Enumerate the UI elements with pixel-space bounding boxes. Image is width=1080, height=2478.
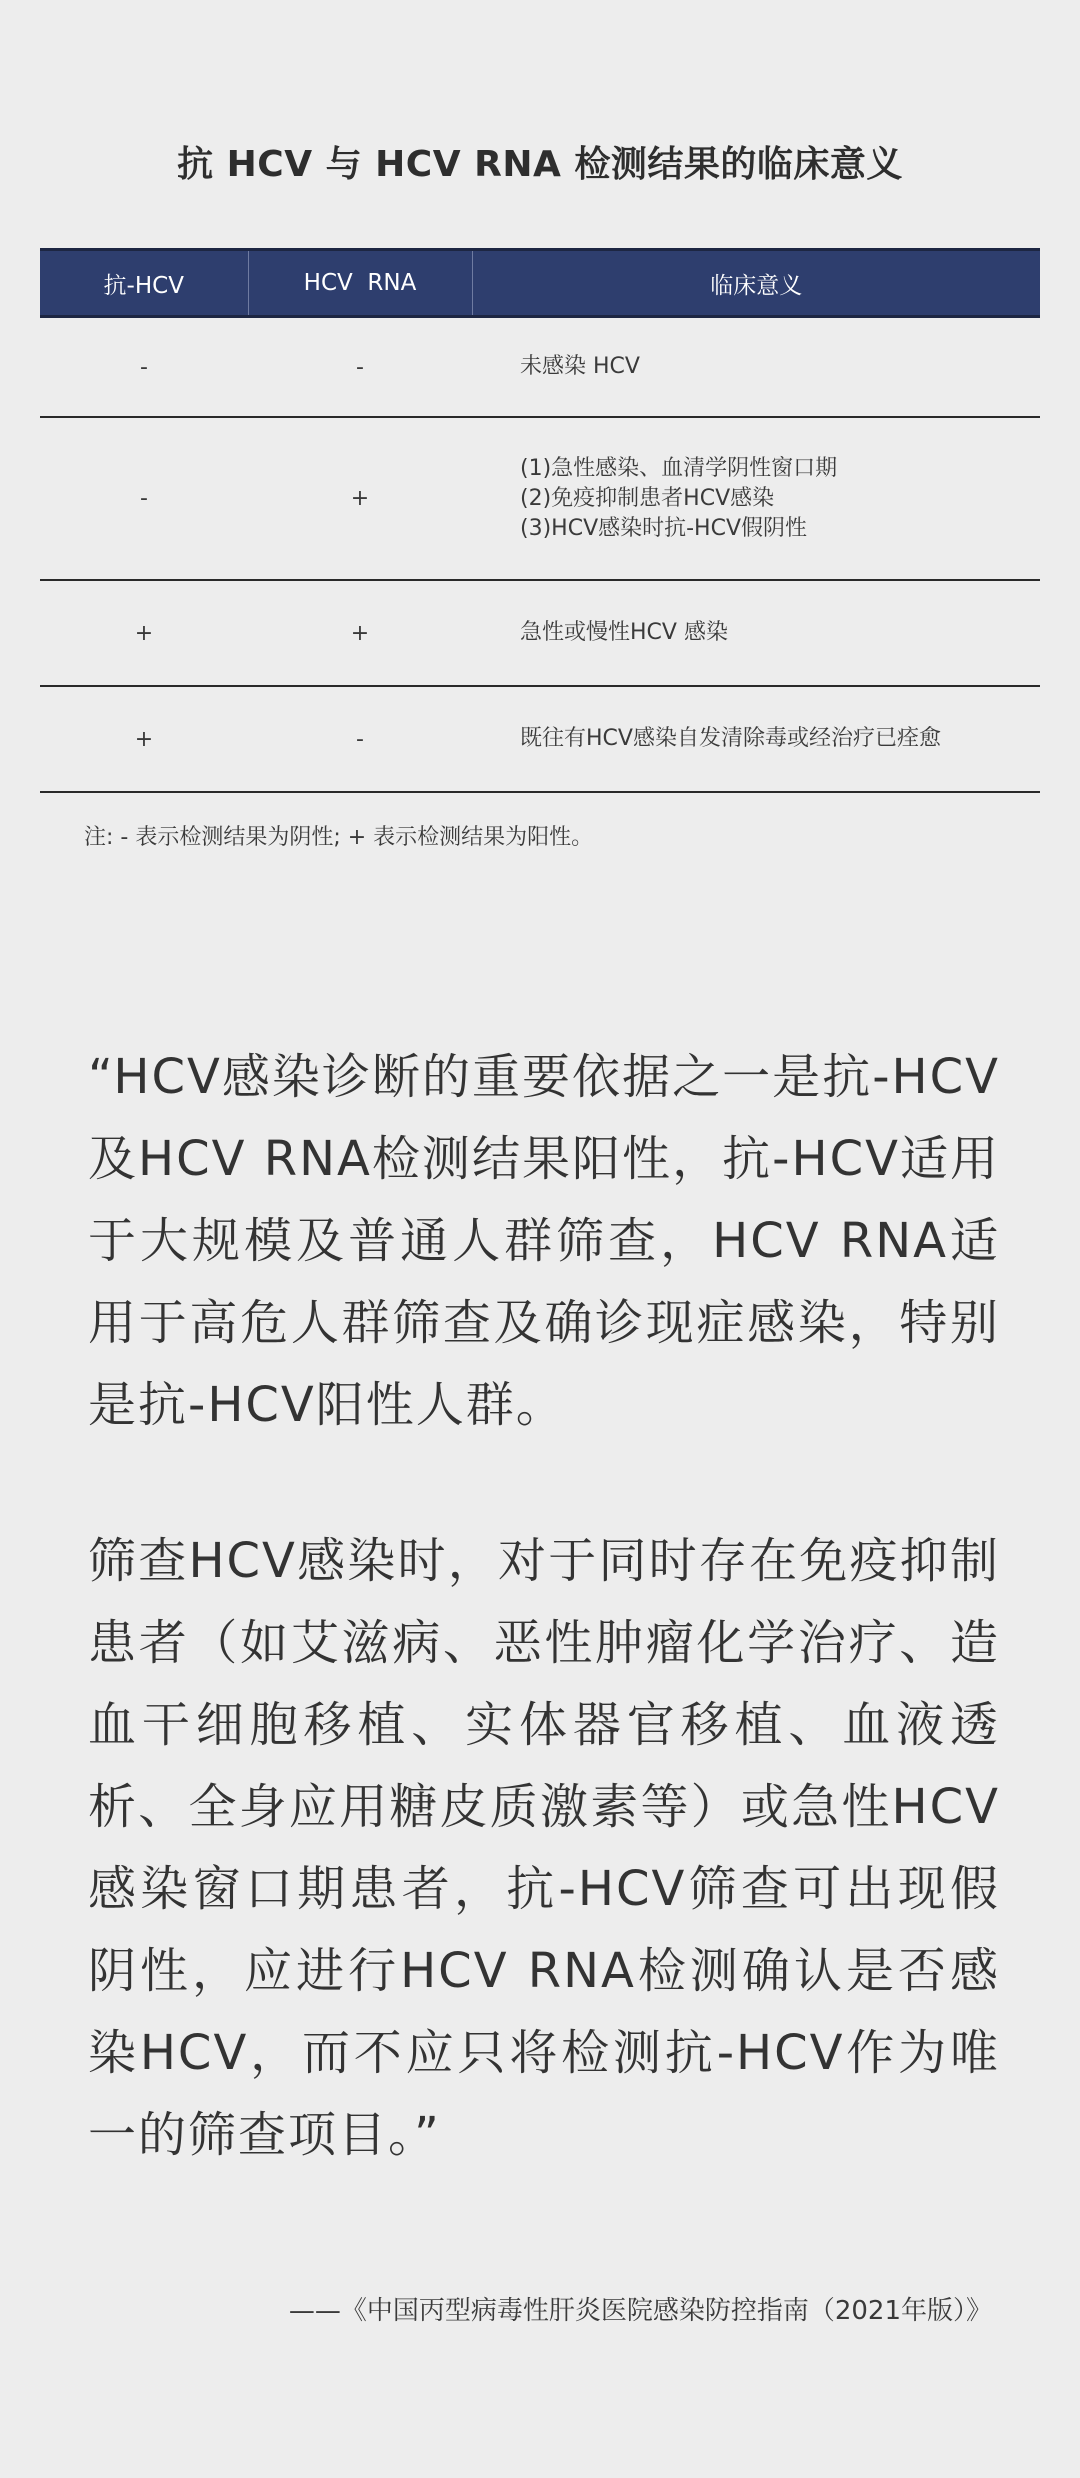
meaning-line: 既往有HCV感染自发清除毒或经治疗已痊愈 (520, 726, 941, 751)
cell-hcv-rna: - (248, 317, 472, 418)
header-anti-hcv: 抗-HCV (40, 250, 248, 317)
cell-clinical-meaning (472, 417, 1040, 580)
cell-hcv-rna: + (248, 417, 472, 580)
cell-anti-hcv: - (40, 317, 248, 418)
cell-clinical-meaning (472, 686, 1040, 792)
meaning-line: 未感染 HCV (520, 354, 640, 379)
meaning-line: (2)免疫抑制患者HCV感染 (520, 485, 775, 511)
table-row (40, 417, 1040, 580)
quote-paragraph-1: “HCV感染诊断的重要依据之一是抗-HCV及HCV RNA检测结果阳性，抗-HCV适用于大规模及普通人群筛查，HCV RNA适用于高危人群筛查及确诊现症感染，特别是抗-HCV阳性人群。 (88, 1049, 1000, 1433)
table-row (40, 686, 1040, 792)
cell-anti-hcv: + (40, 686, 248, 792)
cell-clinical-meaning (472, 317, 1040, 418)
meaning-line: (1)急性感染、血清学阴性窗口期 (520, 455, 838, 481)
meaning-line: 急性或慢性HCV 感染 (520, 620, 728, 645)
cell-hcv-rna: - (248, 686, 472, 792)
table-row (40, 580, 1040, 686)
cell-hcv-rna: + (248, 580, 472, 686)
header-clinical-meaning: 临床意义 (472, 250, 1040, 317)
clinical-significance-table (40, 248, 1040, 793)
table-note: 注: - 表示检测结果为阴性; + 表示检测结果为阳性。 (84, 825, 594, 850)
quote-source: ——《中国丙型病毒性肝炎医院感染防控指南（2021年版）》 (288, 2296, 992, 2326)
cell-clinical-meaning (472, 580, 1040, 686)
header-hcv-rna: HCV RNA (248, 250, 472, 317)
cell-anti-hcv: - (40, 417, 248, 580)
table-row (40, 317, 1040, 418)
quote-paragraph-2: 筛查HCV感染时，对于同时存在免疫抑制患者（如艾滋病、恶性肿瘤化学治疗、造血干细胞移植、实体器官移植、血液透析、全身应用糖皮质激素等）或急性HCV感染窗口期患者，抗-HCV筛查可出现假阴性，应进行HCV RNA检测确认是否感染HCV，而不应只将检测抗-HCV作为唯一的筛查项目。” (88, 1533, 1000, 2163)
meaning-line: (3)HCV感染时抗-HCV假阴性 (520, 515, 808, 541)
page-title: 抗 HCV 与 HCV RNA 检测结果的临床意义 (177, 144, 903, 185)
cell-anti-hcv: + (40, 580, 248, 686)
table-header-row (40, 250, 1040, 317)
